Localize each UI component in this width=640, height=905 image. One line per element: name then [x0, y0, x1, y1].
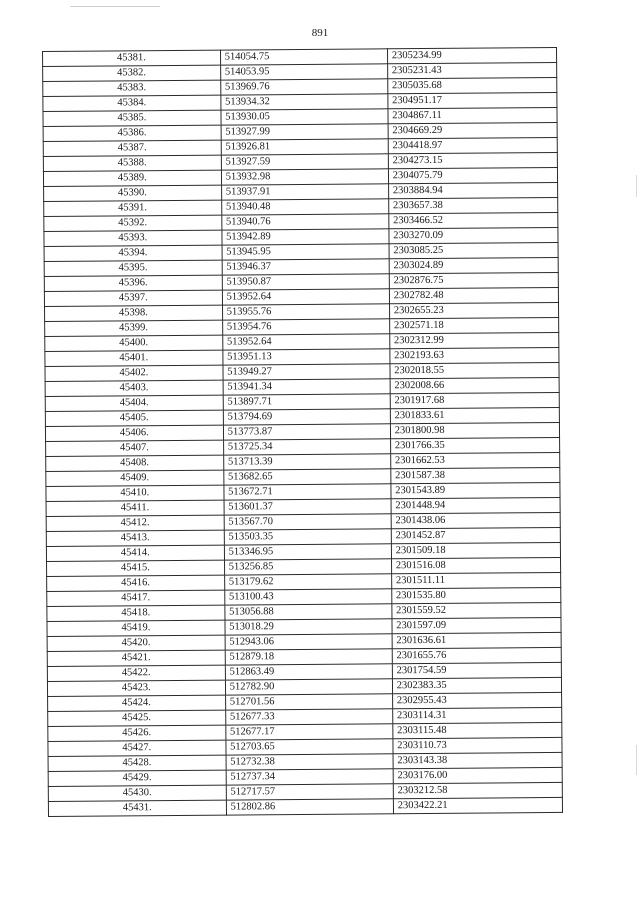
y-coordinate-cell: 2304867.11	[388, 107, 557, 123]
x-coordinate-cell: 512732.38	[226, 754, 393, 770]
y-coordinate-cell: 2302876.75	[389, 272, 558, 288]
point-number-cell: 45425.	[48, 710, 226, 726]
y-coordinate-cell: 2302782.48	[389, 287, 558, 303]
x-coordinate-cell: 514054.75	[220, 49, 387, 65]
point-number-cell: 45393.	[44, 230, 222, 246]
point-number-cell: 45401.	[45, 350, 223, 366]
x-coordinate-cell: 512703.65	[226, 739, 393, 755]
point-number-cell: 45413.	[46, 530, 224, 546]
x-coordinate-cell: 513567.70	[224, 514, 391, 530]
y-coordinate-cell: 2302955.43	[392, 692, 561, 708]
scan-edge-mark	[636, 745, 637, 775]
x-coordinate-cell: 513682.65	[223, 469, 390, 485]
y-coordinate-cell: 2302383.35	[392, 677, 561, 693]
y-coordinate-cell: 2303024.89	[389, 257, 558, 273]
y-coordinate-cell: 2304075.79	[388, 167, 557, 183]
y-coordinate-cell: 2304273.15	[388, 152, 557, 168]
y-coordinate-cell: 2303115.48	[393, 722, 562, 738]
point-number-cell: 45408.	[46, 455, 224, 471]
y-coordinate-cell: 2301516.08	[391, 557, 560, 573]
point-number-cell: 45389.	[43, 170, 221, 186]
point-number-cell: 45391.	[44, 200, 222, 216]
y-coordinate-cell: 2305234.99	[387, 47, 556, 63]
y-coordinate-cell: 2303143.38	[393, 752, 562, 768]
y-coordinate-cell: 2301917.68	[390, 392, 559, 408]
x-coordinate-cell: 513926.81	[221, 139, 388, 155]
point-number-cell: 45406.	[45, 425, 223, 441]
y-coordinate-cell: 2303422.21	[393, 797, 562, 813]
point-number-cell: 45415.	[47, 560, 225, 576]
x-coordinate-cell: 513256.85	[224, 559, 391, 575]
scan-edge-mark	[636, 175, 637, 197]
x-coordinate-cell: 513952.64	[222, 289, 389, 305]
x-coordinate-cell: 513940.48	[221, 199, 388, 215]
y-coordinate-cell: 2303657.38	[388, 197, 557, 213]
y-coordinate-cell: 2301662.53	[390, 452, 559, 468]
coordinates-table	[42, 47, 563, 817]
x-coordinate-cell: 513794.69	[223, 409, 390, 425]
y-coordinate-cell: 2303176.00	[393, 767, 562, 783]
x-coordinate-cell: 513725.34	[223, 439, 390, 455]
y-coordinate-cell: 2301597.09	[392, 617, 561, 633]
y-coordinate-cell: 2301766.35	[390, 437, 559, 453]
point-number-cell: 45402.	[45, 365, 223, 381]
y-coordinate-cell: 2301438.06	[391, 512, 560, 528]
y-coordinate-cell: 2304951.17	[388, 92, 557, 108]
point-number-cell: 45427.	[48, 740, 226, 756]
point-number-cell: 45417.	[47, 590, 225, 606]
point-number-cell: 45390.	[44, 185, 222, 201]
point-number-cell: 45382.	[43, 65, 221, 81]
point-number-cell: 45411.	[46, 500, 224, 516]
point-number-cell: 45384.	[43, 95, 221, 111]
x-coordinate-cell: 513897.71	[223, 394, 390, 410]
point-number-cell: 45403.	[45, 380, 223, 396]
point-number-cell: 45399.	[45, 320, 223, 336]
x-coordinate-cell: 513503.35	[224, 529, 391, 545]
y-coordinate-cell: 2303114.31	[392, 707, 561, 723]
point-number-cell: 45431.	[48, 800, 226, 816]
point-number-cell: 45398.	[45, 305, 223, 321]
point-number-cell: 45428.	[48, 755, 226, 771]
y-coordinate-cell: 2303110.73	[393, 737, 562, 753]
page-number: 891	[311, 27, 329, 39]
y-coordinate-cell: 2301535.80	[391, 587, 560, 603]
y-coordinate-cell: 2303270.09	[389, 227, 558, 243]
y-coordinate-cell: 2305035.68	[387, 77, 556, 93]
point-number-cell: 45387.	[43, 140, 221, 156]
y-coordinate-cell: 2302655.23	[389, 302, 558, 318]
x-coordinate-cell: 512717.57	[226, 784, 393, 800]
y-coordinate-cell: 2305231.43	[387, 62, 556, 78]
point-number-cell: 45423.	[47, 680, 225, 696]
y-coordinate-cell: 2303884.94	[388, 182, 557, 198]
point-number-cell: 45426.	[48, 725, 226, 741]
x-coordinate-cell: 513930.05	[221, 109, 388, 125]
scan-artifact-line	[70, 6, 160, 7]
x-coordinate-cell: 513950.87	[222, 274, 389, 290]
x-coordinate-cell: 513601.37	[224, 499, 391, 515]
x-coordinate-cell: 513954.76	[222, 319, 389, 335]
point-number-cell: 45416.	[47, 575, 225, 591]
x-coordinate-cell: 513951.13	[223, 349, 390, 365]
y-coordinate-cell: 2303212.58	[393, 782, 562, 798]
x-coordinate-cell: 513179.62	[224, 574, 391, 590]
y-coordinate-cell: 2301636.61	[392, 632, 561, 648]
y-coordinate-cell: 2301655.76	[392, 647, 561, 663]
y-coordinate-cell: 2301800.98	[390, 422, 559, 438]
point-number-cell: 45418.	[47, 605, 225, 621]
x-coordinate-cell: 512677.17	[225, 724, 392, 740]
x-coordinate-cell: 513955.76	[222, 304, 389, 320]
point-number-cell: 45405.	[45, 410, 223, 426]
point-number-cell: 45396.	[44, 275, 222, 291]
point-number-cell: 45420.	[47, 635, 225, 651]
y-coordinate-cell: 2301509.18	[391, 542, 560, 558]
coordinates-table-body	[43, 47, 563, 816]
point-number-cell: 45429.	[48, 770, 226, 786]
x-coordinate-cell: 513946.37	[222, 259, 389, 275]
point-number-cell: 45412.	[46, 515, 224, 531]
x-coordinate-cell: 513949.27	[223, 364, 390, 380]
x-coordinate-cell: 512879.18	[225, 649, 392, 665]
x-coordinate-cell: 513713.39	[223, 454, 390, 470]
point-number-cell: 45414.	[46, 545, 224, 561]
x-coordinate-cell: 513940.76	[221, 214, 388, 230]
x-coordinate-cell: 513945.95	[222, 244, 389, 260]
x-coordinate-cell: 512863.49	[225, 664, 392, 680]
x-coordinate-cell: 512802.86	[226, 799, 393, 815]
point-number-cell: 45421.	[47, 650, 225, 666]
point-number-cell: 45424.	[48, 695, 226, 711]
x-coordinate-cell: 513942.89	[222, 229, 389, 245]
point-number-cell: 45388.	[43, 155, 221, 171]
point-number-cell: 45400.	[45, 335, 223, 351]
point-number-cell: 45407.	[46, 440, 224, 456]
point-number-cell: 45381.	[43, 50, 221, 66]
y-coordinate-cell: 2301754.59	[392, 662, 561, 678]
point-number-cell: 45419.	[47, 620, 225, 636]
x-coordinate-cell: 512782.90	[225, 679, 392, 695]
x-coordinate-cell: 513346.95	[224, 544, 391, 560]
x-coordinate-cell: 512943.06	[225, 634, 392, 650]
y-coordinate-cell: 2301559.52	[392, 602, 561, 618]
y-coordinate-cell: 2304669.29	[388, 122, 557, 138]
point-number-cell: 45383.	[43, 80, 221, 96]
y-coordinate-cell: 2302008.66	[390, 377, 559, 393]
x-coordinate-cell: 512701.56	[225, 694, 392, 710]
y-coordinate-cell: 2302312.99	[389, 332, 558, 348]
x-coordinate-cell: 512677.33	[225, 709, 392, 725]
x-coordinate-cell: 513952.64	[222, 334, 389, 350]
y-coordinate-cell: 2303466.52	[389, 212, 558, 228]
x-coordinate-cell: 513672.71	[224, 484, 391, 500]
x-coordinate-cell: 514053.95	[220, 64, 387, 80]
point-number-cell: 45386.	[43, 125, 221, 141]
y-coordinate-cell: 2303085.25	[389, 242, 558, 258]
point-number-cell: 45409.	[46, 470, 224, 486]
point-number-cell: 45404.	[45, 395, 223, 411]
point-number-cell: 45397.	[44, 290, 222, 306]
y-coordinate-cell: 2301833.61	[390, 407, 559, 423]
x-coordinate-cell: 513927.59	[221, 154, 388, 170]
point-number-cell: 45395.	[44, 260, 222, 276]
x-coordinate-cell: 513100.43	[224, 589, 391, 605]
point-number-cell: 45394.	[44, 245, 222, 261]
y-coordinate-cell: 2301448.94	[391, 497, 560, 513]
y-coordinate-cell: 2301511.11	[391, 572, 560, 588]
x-coordinate-cell: 513773.87	[223, 424, 390, 440]
x-coordinate-cell: 513937.91	[221, 184, 388, 200]
point-number-cell: 45430.	[48, 785, 226, 801]
point-number-cell: 45422.	[47, 665, 225, 681]
y-coordinate-cell: 2302571.18	[389, 317, 558, 333]
x-coordinate-cell: 513941.34	[223, 379, 390, 395]
y-coordinate-cell: 2301587.38	[391, 467, 560, 483]
point-number-cell: 45385.	[43, 110, 221, 126]
x-coordinate-cell: 513934.32	[221, 94, 388, 110]
x-coordinate-cell: 513056.88	[225, 604, 392, 620]
x-coordinate-cell: 513018.29	[225, 619, 392, 635]
y-coordinate-cell: 2302193.63	[390, 347, 559, 363]
y-coordinate-cell: 2301543.89	[391, 482, 560, 498]
x-coordinate-cell: 513969.76	[220, 79, 387, 95]
y-coordinate-cell: 2301452.87	[391, 527, 560, 543]
x-coordinate-cell: 513932.98	[221, 169, 388, 185]
x-coordinate-cell: 513927.99	[221, 124, 388, 140]
y-coordinate-cell: 2302018.55	[390, 362, 559, 378]
y-coordinate-cell: 2304418.97	[388, 137, 557, 153]
point-number-cell: 45410.	[46, 485, 224, 501]
point-number-cell: 45392.	[44, 215, 222, 231]
x-coordinate-cell: 512737.34	[226, 769, 393, 785]
